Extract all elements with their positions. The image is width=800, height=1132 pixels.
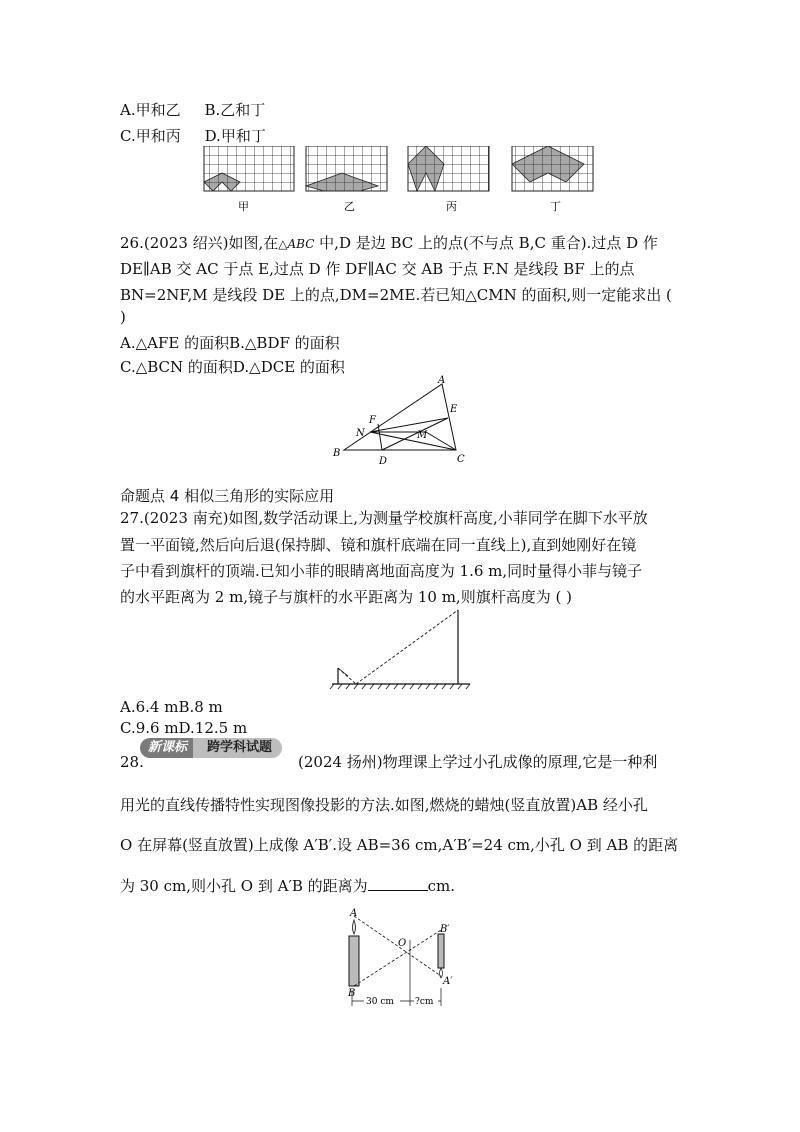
q28-label-bprime: B′ — [440, 924, 450, 935]
grid-ding — [512, 146, 593, 191]
q26-options-ab: A.△AFE 的面积B.△BDF 的面积 — [120, 334, 340, 352]
q27-flagpole-figure — [328, 604, 474, 690]
badge-new-curriculum: 新课标 — [140, 738, 195, 758]
q26-label-d: D — [379, 456, 388, 467]
q27-line2: 置一平面镜,然后向后退(保持脚、镜和旗杆底端在同一直线上),直到她刚好在镜 — [120, 536, 637, 554]
candle-flame-icon — [353, 920, 356, 934]
q28-dim-30cm: 30 cm — [366, 997, 394, 1007]
q26-line4: ) — [120, 308, 126, 326]
q28-dim-unknown: ?cm — [415, 997, 434, 1007]
q25-option-a: A.甲和乙 — [120, 101, 181, 119]
cross-subject-badge — [140, 738, 282, 758]
q25-option-d: D.甲和丁 — [204, 127, 266, 145]
q25-option-b: B.乙和丁 — [204, 101, 266, 119]
q26-options-cd: C.△BCN 的面积D.△DCE 的面积 — [120, 358, 345, 376]
q26-line1-part1: 26.(2023 绍兴)如图,在 — [120, 234, 279, 252]
q28-pinhole-figure — [340, 904, 460, 1010]
q26-line1 — [120, 233, 658, 254]
q25-grid-figures — [200, 146, 600, 216]
q28-label-o: O — [398, 938, 407, 949]
label-jia: 甲 — [238, 200, 249, 213]
candle-body — [349, 936, 359, 986]
q26-label-b: B — [333, 448, 341, 459]
q28-answer-blank[interactable] — [368, 876, 428, 891]
q28-line4-text: 为 30 cm,则小孔 O 到 A′B 的距离为 — [120, 877, 368, 895]
q26-line2: DE∥AB 交 AC 于点 E,过点 D 作 DF∥AC 交 AB 于点 F.N 是线段 BF 上的点 — [120, 260, 635, 278]
q28-label-aprime: A′ — [443, 976, 453, 987]
q26-line3: BN=2NF,M 是线段 DE 上的点,DM=2ME.若已知△CMN 的面积,则一定能求出 ( — [120, 286, 672, 304]
screen-image — [438, 934, 444, 968]
q28-label-b: B — [348, 988, 356, 999]
grid-jia — [204, 146, 294, 191]
label-ding: 丁 — [550, 200, 561, 213]
q25-option-c: C.甲和丙 — [120, 127, 181, 145]
q27-line4: 的水平距离为 2 m,镜子与旗杆的水平距离为 10 m,则旗杆高度为 ( ) — [120, 588, 572, 606]
q28-line4-unit: cm. — [427, 877, 456, 895]
q28-line4 — [120, 876, 455, 896]
q28-number: 28. — [120, 753, 144, 771]
q26-label-n: N — [356, 428, 365, 439]
badge-cross-subject: 跨学科试题 — [193, 738, 282, 758]
section-title: 命题点 4 相似三角形的实际应用 — [120, 487, 335, 505]
label-bing: 丙 — [446, 200, 457, 213]
q26-label-f: F — [369, 415, 376, 426]
q28-line3: O 在屏幕(竖直放置)上成像 A′B′.设 AB=36 cm,A′B′=24 cm,小孔 O 到 AB 的距离 — [120, 836, 679, 854]
q26-line1-part2: 中,D 是边 BC 上的点(不与点 B,C 重合).过点 D 作 — [314, 234, 658, 252]
grid-bing — [408, 146, 489, 191]
q26-triangle-figure — [330, 374, 480, 470]
q25-options-row1 — [120, 100, 265, 120]
q28-line2: 用光的直线传播特性实现图像投影的方法.如图,燃烧的蜡烛(竖直放置)AB 经小孔 — [120, 796, 648, 814]
q26-label-a: A — [438, 375, 446, 386]
q26-label-m: M — [417, 430, 428, 441]
q26-line1-triangle: △ABC — [278, 237, 315, 251]
q27-line1: 27.(2023 南充)如图,数学活动课上,为测量学校旗杆高度,小菲同学在脚下水平放 — [120, 509, 648, 527]
q27-options-cd: C.9.6 mD.12.5 m — [120, 719, 248, 737]
q27-line3: 子中看到旗杆的顶端.已知小菲的眼睛离地面高度为 1.6 m,同时量得小菲与镜子 — [120, 562, 643, 580]
q25-options-row2 — [120, 126, 266, 146]
q28-line1: (2024 扬州)物理课上学过小孔成像的原理,它是一种利 — [298, 753, 658, 771]
q26-label-e: E — [450, 404, 458, 415]
grid-yi — [306, 146, 387, 191]
label-yi: 乙 — [344, 200, 355, 213]
q27-options-ab: A.6.4 mB.8 m — [120, 698, 223, 716]
q28-label-a: A — [350, 908, 358, 919]
q26-label-c: C — [457, 454, 465, 465]
